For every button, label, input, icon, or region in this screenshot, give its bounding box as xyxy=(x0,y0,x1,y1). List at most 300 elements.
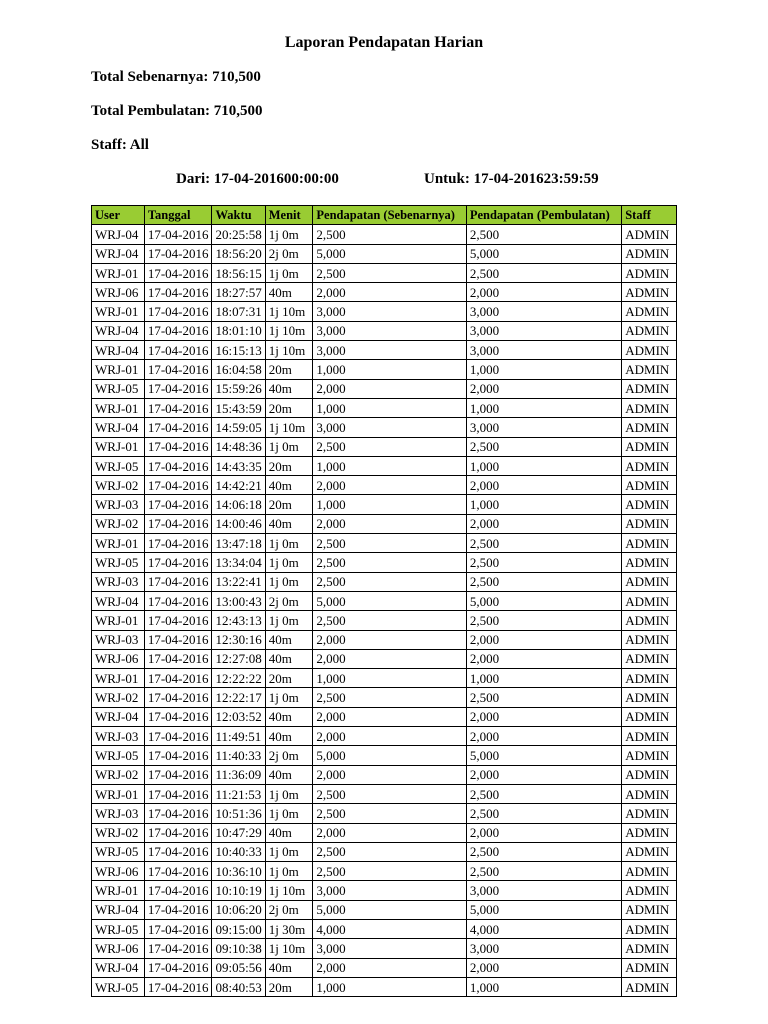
cell-menit: 40m xyxy=(265,958,313,977)
cell-pendapatan-sebenarnya: 2,000 xyxy=(313,514,466,533)
cell-staff: ADMIN xyxy=(622,495,677,514)
cell-menit: 1j 0m xyxy=(265,688,313,707)
cell-waktu: 10:40:33 xyxy=(212,842,265,861)
cell-tanggal: 17-04-2016 xyxy=(144,804,212,823)
table-row xyxy=(92,784,677,803)
cell-staff: ADMIN xyxy=(622,418,677,437)
cell-menit: 20m xyxy=(265,398,313,417)
cell-tanggal: 17-04-2016 xyxy=(144,823,212,842)
cell-staff: ADMIN xyxy=(622,225,677,244)
cell-menit: 1j 0m xyxy=(265,572,313,591)
cell-pendapatan-sebenarnya: 3,000 xyxy=(313,321,466,340)
cell-waktu: 10:36:10 xyxy=(212,862,265,881)
cell-waktu: 10:47:29 xyxy=(212,823,265,842)
cell-pendapatan-sebenarnya: 2,500 xyxy=(313,842,466,861)
cell-tanggal: 17-04-2016 xyxy=(144,591,212,610)
cell-pendapatan-sebenarnya: 1,000 xyxy=(313,495,466,514)
cell-waktu: 15:59:26 xyxy=(212,379,265,398)
cell-staff: ADMIN xyxy=(622,765,677,784)
cell-pendapatan-sebenarnya: 2,500 xyxy=(313,862,466,881)
cell-waktu: 14:06:18 xyxy=(212,495,265,514)
cell-staff: ADMIN xyxy=(622,669,677,688)
cell-user: WRJ-04 xyxy=(92,321,145,340)
cell-staff: ADMIN xyxy=(622,784,677,803)
cell-tanggal: 17-04-2016 xyxy=(144,418,212,437)
cell-tanggal: 17-04-2016 xyxy=(144,398,212,417)
cell-pendapatan-sebenarnya: 3,000 xyxy=(313,881,466,900)
cell-pendapatan-pembulatan: 2,000 xyxy=(466,379,621,398)
cell-waktu: 12:30:16 xyxy=(212,630,265,649)
cell-tanggal: 17-04-2016 xyxy=(144,862,212,881)
cell-staff: ADMIN xyxy=(622,379,677,398)
table-row xyxy=(92,263,677,282)
cell-waktu: 12:22:22 xyxy=(212,669,265,688)
cell-user: WRJ-01 xyxy=(92,360,145,379)
cell-pendapatan-sebenarnya: 2,000 xyxy=(313,823,466,842)
cell-menit: 40m xyxy=(265,649,313,668)
cell-menit: 40m xyxy=(265,630,313,649)
cell-staff: ADMIN xyxy=(622,804,677,823)
cell-user: WRJ-04 xyxy=(92,900,145,919)
col-header-user: User xyxy=(92,206,145,225)
cell-user: WRJ-01 xyxy=(92,881,145,900)
cell-waktu: 12:43:13 xyxy=(212,611,265,630)
cell-tanggal: 17-04-2016 xyxy=(144,360,212,379)
cell-menit: 40m xyxy=(265,765,313,784)
cell-pendapatan-sebenarnya: 5,000 xyxy=(313,244,466,263)
cell-pendapatan-pembulatan: 2,500 xyxy=(466,842,621,861)
table-row xyxy=(92,572,677,591)
cell-staff: ADMIN xyxy=(622,263,677,282)
table-row xyxy=(92,611,677,630)
cell-menit: 1j 10m xyxy=(265,881,313,900)
cell-menit: 40m xyxy=(265,379,313,398)
cell-waktu: 15:43:59 xyxy=(212,398,265,417)
cell-staff: ADMIN xyxy=(622,881,677,900)
cell-menit: 40m xyxy=(265,823,313,842)
cell-menit: 2j 0m xyxy=(265,900,313,919)
table-row xyxy=(92,900,677,919)
cell-menit: 1j 0m xyxy=(265,225,313,244)
cell-tanggal: 17-04-2016 xyxy=(144,514,212,533)
cell-user: WRJ-01 xyxy=(92,784,145,803)
cell-pendapatan-sebenarnya: 3,000 xyxy=(313,302,466,321)
cell-pendapatan-pembulatan: 2,000 xyxy=(466,727,621,746)
cell-pendapatan-sebenarnya: 2,500 xyxy=(313,225,466,244)
cell-pendapatan-pembulatan: 1,000 xyxy=(466,398,621,417)
table-header xyxy=(92,206,677,225)
cell-menit: 2j 0m xyxy=(265,244,313,263)
cell-user: WRJ-05 xyxy=(92,456,145,475)
cell-pendapatan-pembulatan: 2,500 xyxy=(466,804,621,823)
cell-user: WRJ-01 xyxy=(92,437,145,456)
table-row xyxy=(92,456,677,475)
cell-staff: ADMIN xyxy=(622,437,677,456)
cell-pendapatan-pembulatan: 2,500 xyxy=(466,572,621,591)
cell-tanggal: 17-04-2016 xyxy=(144,437,212,456)
cell-user: WRJ-05 xyxy=(92,553,145,572)
table-row xyxy=(92,341,677,360)
cell-pendapatan-pembulatan: 3,000 xyxy=(466,341,621,360)
cell-pendapatan-sebenarnya: 2,500 xyxy=(313,263,466,282)
col-header-menit: Menit xyxy=(265,206,313,225)
cell-menit: 1j 30m xyxy=(265,919,313,938)
cell-user: WRJ-02 xyxy=(92,765,145,784)
cell-staff: ADMIN xyxy=(622,707,677,726)
cell-waktu: 16:15:13 xyxy=(212,341,265,360)
cell-staff: ADMIN xyxy=(622,630,677,649)
cell-tanggal: 17-04-2016 xyxy=(144,881,212,900)
cell-user: WRJ-04 xyxy=(92,958,145,977)
cell-pendapatan-pembulatan: 1,000 xyxy=(466,977,621,996)
cell-staff: ADMIN xyxy=(622,456,677,475)
staff-filter: Staff: All xyxy=(91,137,149,153)
cell-user: WRJ-03 xyxy=(92,804,145,823)
cell-pendapatan-pembulatan: 5,000 xyxy=(466,746,621,765)
cell-staff: ADMIN xyxy=(622,398,677,417)
cell-waktu: 11:36:09 xyxy=(212,765,265,784)
cell-pendapatan-pembulatan: 2,000 xyxy=(466,649,621,668)
cell-waktu: 13:34:04 xyxy=(212,553,265,572)
cell-menit: 1j 10m xyxy=(265,321,313,340)
cell-menit: 40m xyxy=(265,727,313,746)
cell-pendapatan-pembulatan: 3,000 xyxy=(466,939,621,958)
cell-menit: 1j 0m xyxy=(265,263,313,282)
cell-tanggal: 17-04-2016 xyxy=(144,302,212,321)
cell-user: WRJ-01 xyxy=(92,302,145,321)
cell-staff: ADMIN xyxy=(622,591,677,610)
cell-pendapatan-sebenarnya: 3,000 xyxy=(313,341,466,360)
cell-pendapatan-sebenarnya: 2,000 xyxy=(313,958,466,977)
cell-staff: ADMIN xyxy=(622,283,677,302)
cell-user: WRJ-04 xyxy=(92,418,145,437)
table-row xyxy=(92,842,677,861)
cell-tanggal: 17-04-2016 xyxy=(144,919,212,938)
table-row xyxy=(92,437,677,456)
table-row xyxy=(92,977,677,996)
cell-pendapatan-sebenarnya: 2,500 xyxy=(313,611,466,630)
col-header-staff: Staff xyxy=(622,206,677,225)
cell-menit: 2j 0m xyxy=(265,591,313,610)
cell-waktu: 11:21:53 xyxy=(212,784,265,803)
cell-user: WRJ-06 xyxy=(92,939,145,958)
cell-pendapatan-sebenarnya: 3,000 xyxy=(313,939,466,958)
cell-tanggal: 17-04-2016 xyxy=(144,958,212,977)
col-header-pendapatan-pembulatan: Pendapatan (Pembulatan) xyxy=(466,206,621,225)
total-rounded: Total Pembulatan: 710,500 xyxy=(91,103,263,119)
cell-pendapatan-pembulatan: 2,000 xyxy=(466,707,621,726)
table-row xyxy=(92,688,677,707)
cell-user: WRJ-01 xyxy=(92,534,145,553)
cell-staff: ADMIN xyxy=(622,919,677,938)
cell-tanggal: 17-04-2016 xyxy=(144,707,212,726)
cell-pendapatan-sebenarnya: 2,000 xyxy=(313,707,466,726)
cell-user: WRJ-04 xyxy=(92,341,145,360)
cell-menit: 1j 10m xyxy=(265,302,313,321)
table-row xyxy=(92,939,677,958)
cell-user: WRJ-05 xyxy=(92,379,145,398)
cell-tanggal: 17-04-2016 xyxy=(144,553,212,572)
cell-pendapatan-pembulatan: 5,000 xyxy=(466,900,621,919)
cell-tanggal: 17-04-2016 xyxy=(144,765,212,784)
cell-pendapatan-pembulatan: 3,000 xyxy=(466,321,621,340)
cell-pendapatan-sebenarnya: 2,000 xyxy=(313,476,466,495)
cell-waktu: 14:00:46 xyxy=(212,514,265,533)
cell-pendapatan-sebenarnya: 2,500 xyxy=(313,534,466,553)
cell-pendapatan-pembulatan: 3,000 xyxy=(466,302,621,321)
cell-tanggal: 17-04-2016 xyxy=(144,649,212,668)
table-row xyxy=(92,823,677,842)
table-row xyxy=(92,398,677,417)
cell-pendapatan-sebenarnya: 2,500 xyxy=(313,553,466,572)
cell-pendapatan-sebenarnya: 2,500 xyxy=(313,784,466,803)
cell-user: WRJ-04 xyxy=(92,244,145,263)
cell-waktu: 11:49:51 xyxy=(212,727,265,746)
cell-tanggal: 17-04-2016 xyxy=(144,900,212,919)
cell-waktu: 18:07:31 xyxy=(212,302,265,321)
cell-pendapatan-pembulatan: 2,500 xyxy=(466,437,621,456)
header-row xyxy=(92,206,677,225)
cell-staff: ADMIN xyxy=(622,341,677,360)
cell-menit: 40m xyxy=(265,476,313,495)
cell-pendapatan-sebenarnya: 2,000 xyxy=(313,727,466,746)
cell-tanggal: 17-04-2016 xyxy=(144,688,212,707)
revenue-table xyxy=(91,205,677,997)
cell-waktu: 16:04:58 xyxy=(212,360,265,379)
cell-pendapatan-pembulatan: 2,000 xyxy=(466,283,621,302)
table-row xyxy=(92,418,677,437)
cell-menit: 20m xyxy=(265,977,313,996)
cell-user: WRJ-03 xyxy=(92,727,145,746)
cell-tanggal: 17-04-2016 xyxy=(144,630,212,649)
cell-user: WRJ-02 xyxy=(92,823,145,842)
cell-staff: ADMIN xyxy=(622,823,677,842)
cell-pendapatan-pembulatan: 2,500 xyxy=(466,263,621,282)
table-row xyxy=(92,649,677,668)
cell-pendapatan-sebenarnya: 5,000 xyxy=(313,900,466,919)
cell-user: WRJ-04 xyxy=(92,591,145,610)
cell-staff: ADMIN xyxy=(622,302,677,321)
cell-waktu: 18:56:20 xyxy=(212,244,265,263)
cell-waktu: 08:40:53 xyxy=(212,977,265,996)
table-row xyxy=(92,302,677,321)
table-row xyxy=(92,862,677,881)
cell-menit: 1j 10m xyxy=(265,341,313,360)
cell-waktu: 18:27:57 xyxy=(212,283,265,302)
cell-waktu: 11:40:33 xyxy=(212,746,265,765)
cell-waktu: 12:22:17 xyxy=(212,688,265,707)
cell-pendapatan-sebenarnya: 2,500 xyxy=(313,688,466,707)
cell-tanggal: 17-04-2016 xyxy=(144,611,212,630)
cell-menit: 20m xyxy=(265,669,313,688)
table-row xyxy=(92,919,677,938)
cell-user: WRJ-06 xyxy=(92,283,145,302)
cell-tanggal: 17-04-2016 xyxy=(144,939,212,958)
cell-pendapatan-pembulatan: 5,000 xyxy=(466,244,621,263)
cell-tanggal: 17-04-2016 xyxy=(144,495,212,514)
cell-tanggal: 17-04-2016 xyxy=(144,977,212,996)
cell-pendapatan-pembulatan: 2,000 xyxy=(466,476,621,495)
table-row xyxy=(92,360,677,379)
table-row xyxy=(92,591,677,610)
table-row xyxy=(92,669,677,688)
cell-pendapatan-pembulatan: 2,500 xyxy=(466,225,621,244)
cell-waktu: 13:22:41 xyxy=(212,572,265,591)
table-row xyxy=(92,514,677,533)
cell-tanggal: 17-04-2016 xyxy=(144,263,212,282)
cell-waktu: 18:56:15 xyxy=(212,263,265,282)
table-row xyxy=(92,707,677,726)
cell-menit: 1j 10m xyxy=(265,418,313,437)
cell-menit: 20m xyxy=(265,456,313,475)
cell-menit: 1j 0m xyxy=(265,611,313,630)
table-row xyxy=(92,765,677,784)
cell-staff: ADMIN xyxy=(622,244,677,263)
table-row xyxy=(92,283,677,302)
cell-pendapatan-pembulatan: 1,000 xyxy=(466,669,621,688)
cell-waktu: 10:06:20 xyxy=(212,900,265,919)
page-title: Laporan Pendapatan Harian xyxy=(284,34,484,51)
cell-tanggal: 17-04-2016 xyxy=(144,456,212,475)
cell-user: WRJ-06 xyxy=(92,862,145,881)
cell-staff: ADMIN xyxy=(622,321,677,340)
cell-pendapatan-pembulatan: 3,000 xyxy=(466,881,621,900)
cell-staff: ADMIN xyxy=(622,958,677,977)
date-to: Untuk: 17-04-201623:59:59 xyxy=(424,171,599,187)
cell-user: WRJ-01 xyxy=(92,398,145,417)
cell-staff: ADMIN xyxy=(622,476,677,495)
table-row xyxy=(92,630,677,649)
table-row xyxy=(92,379,677,398)
cell-waktu: 12:27:08 xyxy=(212,649,265,668)
cell-menit: 1j 0m xyxy=(265,784,313,803)
cell-pendapatan-pembulatan: 2,500 xyxy=(466,534,621,553)
cell-user: WRJ-03 xyxy=(92,495,145,514)
cell-pendapatan-sebenarnya: 2,000 xyxy=(313,379,466,398)
cell-staff: ADMIN xyxy=(622,360,677,379)
cell-pendapatan-sebenarnya: 2,000 xyxy=(313,283,466,302)
cell-pendapatan-sebenarnya: 2,000 xyxy=(313,765,466,784)
cell-pendapatan-pembulatan: 2,000 xyxy=(466,630,621,649)
cell-user: WRJ-02 xyxy=(92,514,145,533)
cell-waktu: 14:42:21 xyxy=(212,476,265,495)
cell-tanggal: 17-04-2016 xyxy=(144,476,212,495)
cell-pendapatan-pembulatan: 2,500 xyxy=(466,784,621,803)
cell-tanggal: 17-04-2016 xyxy=(144,225,212,244)
cell-pendapatan-pembulatan: 1,000 xyxy=(466,456,621,475)
cell-waktu: 13:00:43 xyxy=(212,591,265,610)
cell-waktu: 12:03:52 xyxy=(212,707,265,726)
cell-pendapatan-pembulatan: 2,000 xyxy=(466,514,621,533)
cell-user: WRJ-04 xyxy=(92,225,145,244)
cell-waktu: 13:47:18 xyxy=(212,534,265,553)
cell-tanggal: 17-04-2016 xyxy=(144,341,212,360)
cell-pendapatan-sebenarnya: 1,000 xyxy=(313,977,466,996)
cell-tanggal: 17-04-2016 xyxy=(144,283,212,302)
cell-pendapatan-sebenarnya: 5,000 xyxy=(313,746,466,765)
cell-staff: ADMIN xyxy=(622,862,677,881)
col-header-waktu: Waktu xyxy=(212,206,265,225)
cell-staff: ADMIN xyxy=(622,842,677,861)
cell-staff: ADMIN xyxy=(622,514,677,533)
cell-staff: ADMIN xyxy=(622,688,677,707)
cell-staff: ADMIN xyxy=(622,572,677,591)
cell-user: WRJ-03 xyxy=(92,572,145,591)
table-row xyxy=(92,476,677,495)
cell-user: WRJ-04 xyxy=(92,707,145,726)
cell-waktu: 20:25:58 xyxy=(212,225,265,244)
cell-menit: 1j 0m xyxy=(265,842,313,861)
cell-menit: 40m xyxy=(265,707,313,726)
date-from: Dari: 17-04-201600:00:00 xyxy=(176,171,339,187)
table-row xyxy=(92,321,677,340)
cell-menit: 20m xyxy=(265,495,313,514)
cell-staff: ADMIN xyxy=(622,977,677,996)
cell-menit: 1j 0m xyxy=(265,534,313,553)
cell-user: WRJ-05 xyxy=(92,977,145,996)
cell-staff: ADMIN xyxy=(622,939,677,958)
cell-waktu: 09:05:56 xyxy=(212,958,265,977)
cell-pendapatan-pembulatan: 2,000 xyxy=(466,765,621,784)
table-body xyxy=(92,225,677,997)
cell-pendapatan-sebenarnya: 4,000 xyxy=(313,919,466,938)
cell-user: WRJ-03 xyxy=(92,630,145,649)
cell-user: WRJ-01 xyxy=(92,263,145,282)
cell-pendapatan-sebenarnya: 2,500 xyxy=(313,804,466,823)
cell-waktu: 10:10:19 xyxy=(212,881,265,900)
cell-waktu: 18:01:10 xyxy=(212,321,265,340)
cell-user: WRJ-05 xyxy=(92,746,145,765)
cell-staff: ADMIN xyxy=(622,746,677,765)
cell-pendapatan-pembulatan: 5,000 xyxy=(466,591,621,610)
cell-menit: 40m xyxy=(265,514,313,533)
cell-staff: ADMIN xyxy=(622,534,677,553)
cell-staff: ADMIN xyxy=(622,900,677,919)
cell-waktu: 09:10:38 xyxy=(212,939,265,958)
cell-pendapatan-sebenarnya: 5,000 xyxy=(313,591,466,610)
cell-user: WRJ-01 xyxy=(92,611,145,630)
cell-pendapatan-pembulatan: 2,500 xyxy=(466,688,621,707)
table-row xyxy=(92,727,677,746)
cell-staff: ADMIN xyxy=(622,649,677,668)
total-actual: Total Sebenarnya: 710,500 xyxy=(91,69,261,85)
cell-pendapatan-sebenarnya: 1,000 xyxy=(313,398,466,417)
cell-menit: 1j 0m xyxy=(265,553,313,572)
cell-staff: ADMIN xyxy=(622,611,677,630)
cell-pendapatan-pembulatan: 3,000 xyxy=(466,418,621,437)
cell-menit: 40m xyxy=(265,283,313,302)
cell-pendapatan-pembulatan: 1,000 xyxy=(466,495,621,514)
table-row xyxy=(92,534,677,553)
cell-tanggal: 17-04-2016 xyxy=(144,534,212,553)
cell-pendapatan-pembulatan: 2,500 xyxy=(466,553,621,572)
cell-user: WRJ-05 xyxy=(92,842,145,861)
table-row xyxy=(92,881,677,900)
table-row xyxy=(92,746,677,765)
cell-tanggal: 17-04-2016 xyxy=(144,244,212,263)
cell-staff: ADMIN xyxy=(622,553,677,572)
cell-waktu: 09:15:00 xyxy=(212,919,265,938)
table-row xyxy=(92,553,677,572)
cell-pendapatan-sebenarnya: 2,500 xyxy=(313,437,466,456)
cell-menit: 20m xyxy=(265,360,313,379)
cell-pendapatan-sebenarnya: 2,500 xyxy=(313,572,466,591)
table-row xyxy=(92,804,677,823)
cell-menit: 1j 0m xyxy=(265,804,313,823)
cell-pendapatan-sebenarnya: 1,000 xyxy=(313,360,466,379)
cell-pendapatan-pembulatan: 2,000 xyxy=(466,823,621,842)
cell-pendapatan-pembulatan: 2,000 xyxy=(466,958,621,977)
